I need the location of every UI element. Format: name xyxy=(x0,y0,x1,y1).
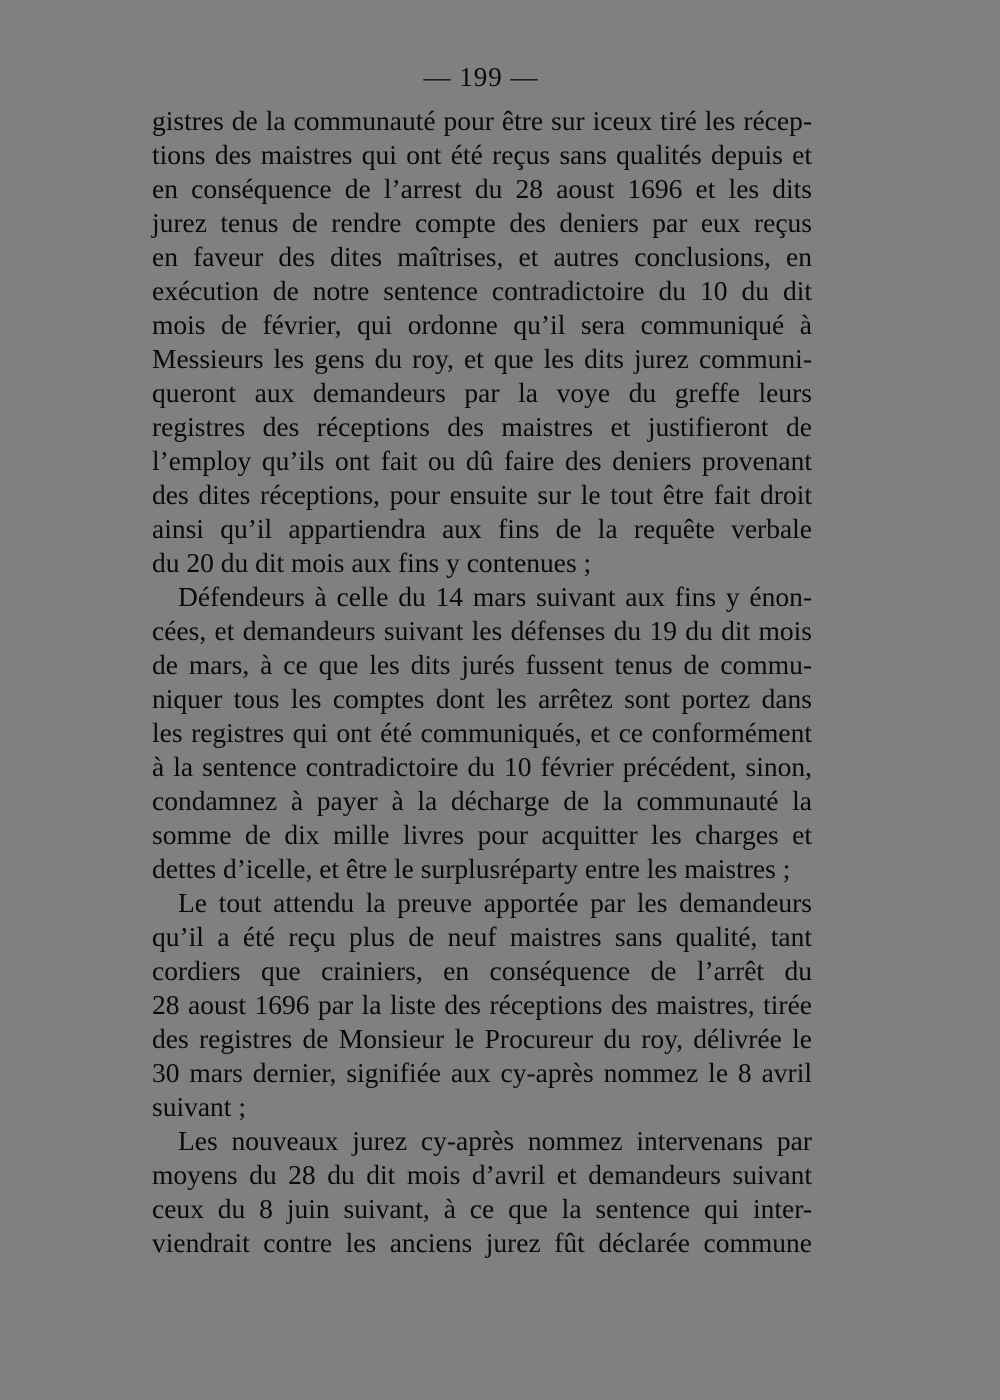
text-line: somme de dix mille livres pour acquitter les charges et xyxy=(152,819,812,850)
page-number: — 199 — xyxy=(423,62,539,92)
text-line: ainsi qu’il appartiendra aux fins de la requête verbale xyxy=(152,513,812,544)
text-line: les registres qui ont été communiqués, et ce conformément xyxy=(152,717,812,748)
text-line: ceux du 8 juin suivant, à ce que la sentence qui inter- xyxy=(152,1193,812,1224)
text-line: suivant ; xyxy=(152,1091,246,1122)
body-text xyxy=(152,104,812,1260)
text-line: niquer tous les comptes dont les arrêtez sont portez dans xyxy=(152,683,812,714)
text-line: en conséquence de l’arrest du 28 aoust 1696 et les dits xyxy=(152,173,812,204)
text-line: registres des réceptions des maistres et justifieront de xyxy=(152,411,812,442)
text-line: Messieurs les gens du roy, et que les dits jurez communi- xyxy=(152,343,812,374)
text-line: 30 mars dernier, signifiée aux cy-après nommez le 8 avril xyxy=(152,1057,812,1088)
text-line: condamnez à payer à la décharge de la communauté la xyxy=(152,785,812,816)
text-line: l’employ qu’ils ont fait ou dû faire des deniers provenant xyxy=(152,445,812,476)
text-line: qu’il a été reçu plus de neuf maistres sans qualité, tant xyxy=(152,921,812,952)
text-line: queront aux demandeurs par la voye du greffe leurs xyxy=(152,377,812,408)
text-line: viendrait contre les anciens jurez fût déclarée commune xyxy=(152,1227,812,1258)
text-line: jurez tenus de rendre compte des deniers par eux reçus xyxy=(152,207,812,238)
text-line: Les nouveaux jurez cy-après nommez intervenans par xyxy=(178,1125,812,1156)
text-line: du 20 du dit mois aux fins y contenues ; xyxy=(152,547,592,578)
text-line: des registres de Monsieur le Procureur du roy, délivrée le xyxy=(152,1023,812,1054)
text-line: en faveur des dites maîtrises, et autres conclusions, en xyxy=(152,241,812,272)
text-line: cées, et demandeurs suivant les défenses du 19 du dit mois xyxy=(152,615,812,646)
text-line: tions des maistres qui ont été reçus sans qualités depuis et xyxy=(152,139,812,170)
text-line: moyens du 28 du dit mois d’avril et demandeurs suivant xyxy=(152,1159,812,1190)
text-line: 28 aoust 1696 par la liste des réceptions des maistres, tirée xyxy=(152,989,812,1020)
text-line: à la sentence contradictoire du 10 février précédent, sinon, xyxy=(152,751,812,782)
text-line: de mars, à ce que les dits jurés fussent tenus de commu- xyxy=(152,649,812,680)
text-line: exécution de notre sentence contradictoire du 10 du dit xyxy=(152,275,812,306)
text-line: mois de février, qui ordonne qu’il sera communiqué à xyxy=(152,309,812,340)
text-line: dettes d’icelle, et être le surplusréparty entre les maistres ; xyxy=(152,853,791,884)
text-line: gistres de la communauté pour être sur iceux tiré les récep- xyxy=(152,105,812,136)
text-line: cordiers que crainiers, en conséquence de l’arrêt du xyxy=(152,955,812,986)
text-line: Défendeurs à celle du 14 mars suivant aux fins y énon- xyxy=(178,581,812,612)
text-line: Le tout attendu la preuve apportée par les demandeurs xyxy=(178,887,812,918)
text-line: des dites réceptions, pour ensuite sur le tout être fait droit xyxy=(152,479,812,510)
